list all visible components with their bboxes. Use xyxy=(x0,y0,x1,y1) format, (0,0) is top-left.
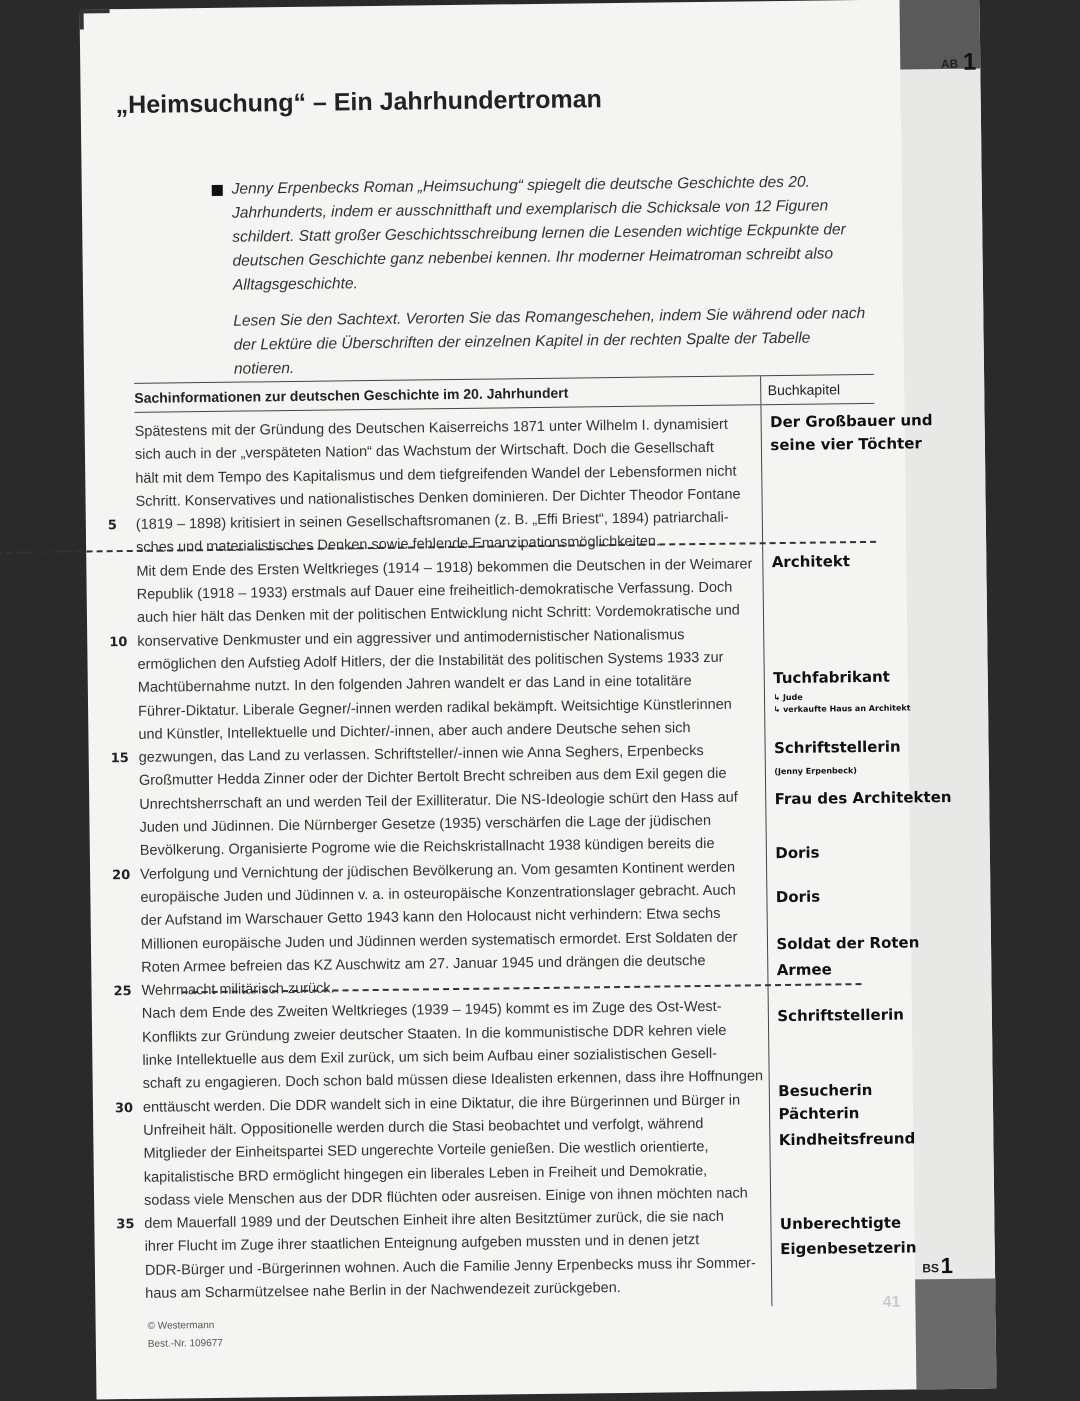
line-text: DDR-Bürger und -Bürgerinnen wohnen. Auch die Familie Jenny Erpenbecks muss ihr Sommer- xyxy=(144,1255,756,1279)
line-number: 15 xyxy=(110,751,129,767)
line-number: 25 xyxy=(113,984,132,1000)
line-text: und Künstler, Intellektuelle und Dichter/-innen, aber auch andere Deutsche sehen sich xyxy=(138,719,691,743)
column-header-chapter: Buchkapitel xyxy=(761,374,874,404)
line-text: sich auch in der „verspäteten Nation“ das Wachstum der Wirtschaft. Doch die Gesellschaft xyxy=(134,440,714,464)
line-text: Spätestens mit der Gründung des Deutschen Kaiserreichs 1871 unter Wilhelm I. dynamisiert xyxy=(134,416,728,440)
line-text: hält mit dem Tempo des Kapitalismus und dem tiefgreifenden Wandel der Lebensformen nicht xyxy=(135,463,737,487)
line-text: kapitalistische BRD ermöglicht hingegen ein liberales Leben in Freiheit und Demokratie, xyxy=(143,1162,708,1186)
line-text: gezwungen, das Land zu verlassen. Schriftsteller/-innen wie Anna Seghers, Erpenbecks xyxy=(138,743,704,767)
side-tab xyxy=(899,0,996,1389)
order-number: Best.-Nr. 109677 xyxy=(147,1337,223,1350)
task-paragraph: Lesen Sie den Sachtext. Verorten Sie das Romangeschehen, indem Sie während oder nach der Lektüre die Überschriften der einzelnen Kapitel in der rechten Spalte der Tabelle notieren. xyxy=(233,304,866,378)
handwritten-note: Soldat der Roten xyxy=(776,933,920,954)
line-text: Schritt. Konservatives und nationalistisches Denken dominieren. Der Dichter Theodor Fontane xyxy=(135,486,741,510)
line-text: Mit dem Ende des Ersten Weltkrieges (1914 – 1918) bekommen die Deutschen in der Weimarer xyxy=(136,556,753,580)
line-number: 10 xyxy=(109,634,128,650)
handwritten-note: Tuchfabrikant xyxy=(773,667,891,688)
line-text: europäische Juden und Jüdinnen v. a. in osteuropäische Konzentrationslager gebracht. Auch xyxy=(140,882,736,906)
handwritten-note: ↳ verkaufte Haus an Architekt xyxy=(773,703,911,715)
ab-label: AB xyxy=(940,56,959,72)
line-text: auch hier hält das Denken mit der politischen Entwicklung nicht Schritt: Vordemokratische und xyxy=(136,602,740,627)
line-text: (1819 – 1898) kritisiert in seinen Gesellschaftsromanen (z. B. „Effi Briest“, 1894) patriarchali- xyxy=(135,509,729,534)
handwritten-note: Doris xyxy=(775,887,821,907)
side-tab-bottom xyxy=(915,1278,996,1389)
history-text xyxy=(107,405,772,1314)
line-number: 20 xyxy=(112,867,131,883)
line-text: Mitglieder der Einheitspartei SED ungerechte Vorteile genießen. Die westlich orientierte, xyxy=(143,1139,709,1163)
line-text: ihrer Flucht im Zuge ihrer staatlichen Enteignung aufgeben mussten und in denen jetzt xyxy=(144,1232,700,1256)
line-text: schaft zu engagieren. Doch schon bald müssen diese Idealisten erkennen, dass ihre Hoffnungen xyxy=(142,1068,764,1093)
line-text: Unrechtsherrschaft an und werden Teil der Exilliteratur. Die NS-Ideologie schürt den Hass auf xyxy=(139,789,738,813)
line-number: 30 xyxy=(114,1100,134,1116)
intro-block xyxy=(232,170,875,394)
handwritten-note: (Jenny Erpenbeck) xyxy=(774,766,857,777)
bs-label: BS xyxy=(922,1261,940,1276)
handwritten-note: Der Großbauer und xyxy=(769,411,933,432)
line-number: 35 xyxy=(116,1217,135,1233)
crop-mark xyxy=(80,10,84,30)
page-number: 41 xyxy=(882,1293,901,1311)
line-text: der Aufstand im Warschauer Getto 1943 kann den Holocaust nicht verhindern: Etwa sechs xyxy=(140,906,721,930)
ab-number: 1 xyxy=(962,48,977,76)
handwritten-note: Doris xyxy=(775,843,820,863)
line-text: Republik (1918 – 1933) erstmals auf Dauer eine freiheitlich-demokratische Verfassung. Doch xyxy=(136,579,733,603)
handwritten-note: Eigenbesetzerin xyxy=(780,1238,917,1259)
line-number: 5 xyxy=(107,518,117,534)
line-text: Juden und Jüdinnen. Die Nürnberger Gesetze (1935) verschärfen die Lage der jüdischen xyxy=(139,812,712,836)
handwritten-note: Frau des Architekten xyxy=(774,788,952,809)
handwritten-note: Architekt xyxy=(771,551,851,571)
line-text: Nach dem Ende des Zweiten Weltkrieges (1939 – 1945) kommt es im Zuge des Ost-West- xyxy=(141,999,722,1023)
intro-paragraph: Jenny Erpenbecks Roman „Heimsuchung“ spiegelt die deutsche Geschichte des 20. Jahrhunderts, indem er ausschnitthaft und exemplarisch die Schicksale von 12 Figuren schildert. Statt großer Geschichtsschreibung lernen die Lesenden wichtige Eckpunkte der deutschen Geschichte ganz nebenbei kennen. Ihr moderner Heimatroman schreibt also Alltagsgeschichte. xyxy=(231,173,846,294)
handwritten-note: Armee xyxy=(776,959,832,979)
publisher: © Westermann xyxy=(147,1320,215,1332)
line-text: ermöglichen den Aufstieg Adolf Hitlers, der die Instabilität des politischen Systems 1933 zur xyxy=(137,649,724,673)
handwritten-note: Besucherin xyxy=(778,1080,873,1100)
page-title: „Heimsuchung“ – Ein Jahrhundertroman xyxy=(115,85,603,120)
worksheet-page xyxy=(80,0,997,1399)
handwritten-note: Pächterin xyxy=(778,1104,860,1124)
handwritten-note: Unberechtigte xyxy=(779,1213,902,1233)
handwritten-note: Schriftstellerin xyxy=(777,1005,904,1026)
line-text: konservative Denkmuster und ein aggressiver und antimodernistischer Nationalismus xyxy=(137,626,685,650)
line-text: Bevölkerung. Organisierte Pogrome wie die Reichskristallnacht 1938 kündigen bereits die xyxy=(139,836,715,860)
line-text: Millionen europäische Juden und Jüdinnen werden systematisch ermordet. Erst Soldaten der xyxy=(140,929,738,953)
line-text: Großmutter Hedda Zinner oder der Dichter Bertolt Brecht schreiben aus dem Exil gegen die xyxy=(138,766,727,790)
line-text: Verfolgung und Vernichtung der jüdischen Bevölkerung an. Vom gesamten Kontinent werden xyxy=(140,859,736,883)
handwritten-note: seine vier Töchter xyxy=(770,434,922,455)
line-text: dem Mauerfall 1989 und der Deutschen Einheit ihre alten Besitztümer zurück, die sie nach xyxy=(144,1208,724,1232)
line-text: Machtübernahme nutzt. In den folgenden Jahren wandelt er das Land in eine totalitäre xyxy=(137,673,692,697)
square-bullet-icon xyxy=(212,185,223,196)
crop-mark xyxy=(80,9,110,13)
line-text: Führer-Diktatur. Liberale Gegner/-innen werden radikal bekämpft. Weitsichtige Künstlerinnen xyxy=(138,696,732,720)
bs-number: 1 xyxy=(940,1252,954,1279)
line-text: Wehrmacht militärisch zurück. xyxy=(141,980,335,999)
handwritten-note: Kindheitsfreund xyxy=(778,1129,916,1149)
line-text: Roten Armee befreien das KZ Auschwitz am 27. Januar 1945 und drängen die deutsche xyxy=(141,952,706,976)
line-text: sodass viele Menschen aus der DDR flüchten oder ausreisen. Einige von ihnen möchten nach xyxy=(144,1185,748,1209)
handwritten-note: ↳ Jude xyxy=(773,692,803,702)
line-text: haus am Scharmützelsee nahe Berlin in der Nachwendezeit zurückgeben. xyxy=(145,1280,621,1302)
line-text: linke Intellektuelle aus dem Exil zurück, um sich beim Aufbau einer sozialistischen Gesell- xyxy=(142,1045,718,1069)
line-text: Unfreiheit hält. Oppositionelle werden durch die Stasi beobachtet und verfolgt, während xyxy=(143,1115,704,1139)
column-header-info: Sachinformationen zur deutschen Geschichte im 20. Jahrhundert xyxy=(134,376,761,413)
line-text: Konflikts zur Gründung zweier deutscher Staaten. In die kommunistische DDR kehren viele xyxy=(142,1022,727,1046)
line-text: enttäuscht werden. Die DDR wandelt sich in eine Diktatur, die ihre Bürgerinnen und Bürger in xyxy=(142,1092,741,1116)
line-text: sches und materialistisches Denken sowie fehlende Emanzipationsmöglichkeiten. xyxy=(136,533,661,557)
handwritten-note: Schriftstellerin xyxy=(773,737,901,758)
